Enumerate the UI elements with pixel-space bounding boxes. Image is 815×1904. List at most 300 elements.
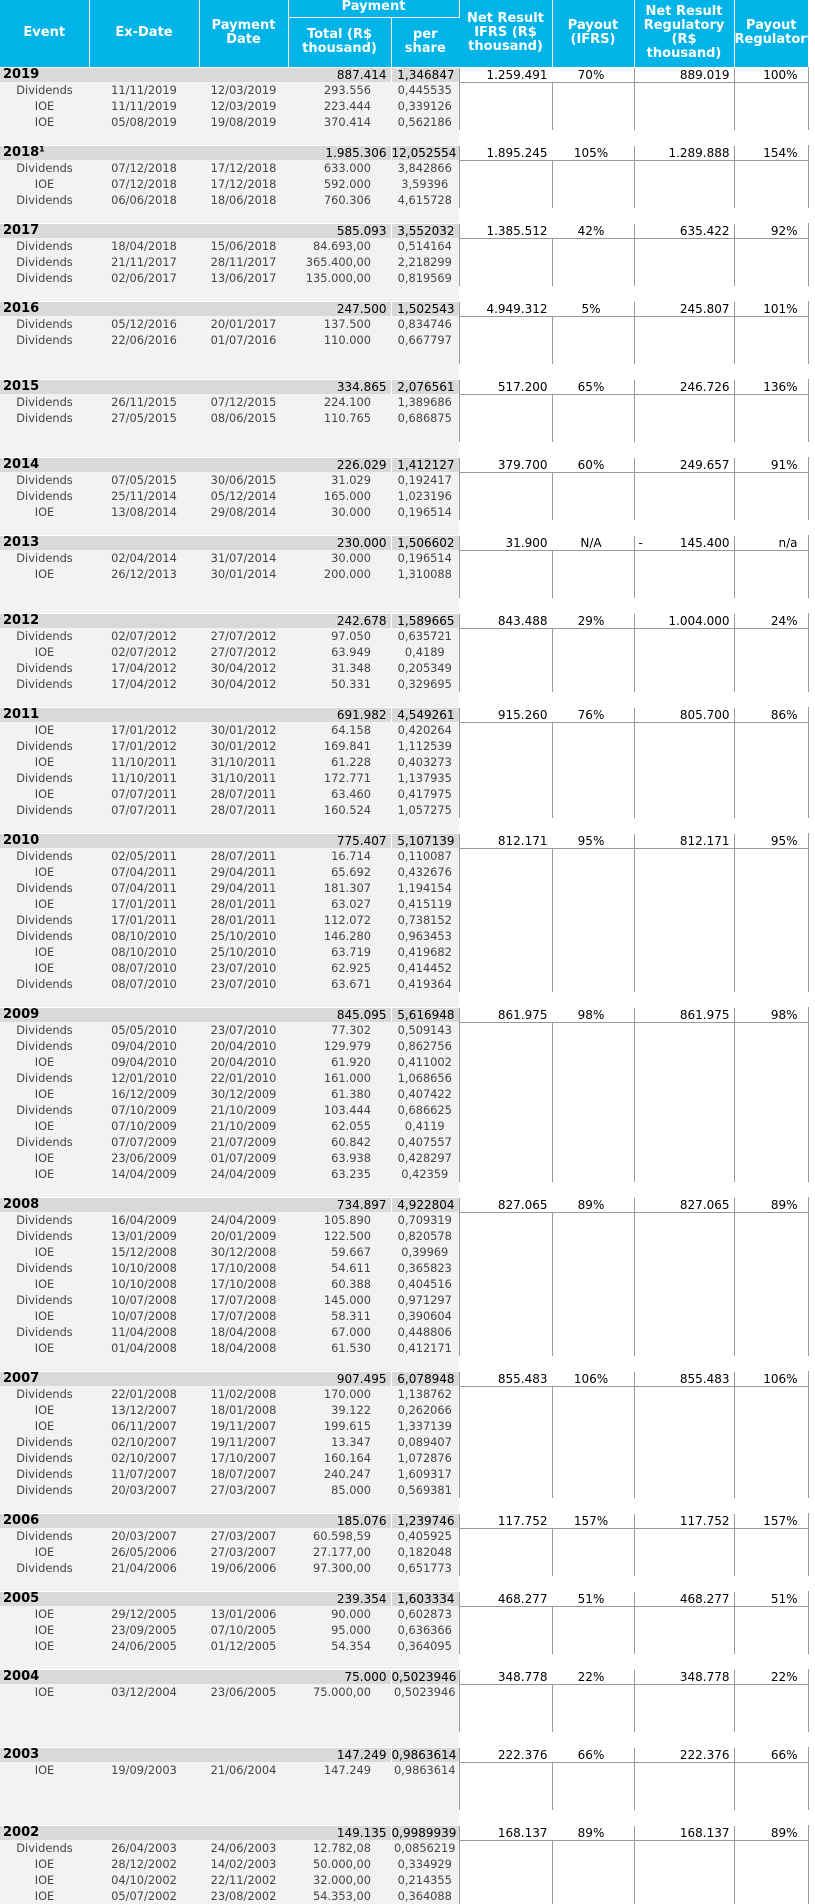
- empty-cell: [199, 1778, 288, 1794]
- empty-cell: [734, 848, 808, 864]
- payment-date: 18/06/2018: [199, 192, 288, 208]
- event-type: IOE: [0, 1638, 89, 1654]
- ex-date: 07/07/2011: [89, 802, 199, 818]
- empty-cell: [552, 1544, 634, 1560]
- empty-cell: [552, 394, 634, 410]
- empty-cell: [634, 1212, 734, 1228]
- empty-cell: [634, 1762, 734, 1778]
- empty-cell: [459, 786, 552, 802]
- event-type: IOE: [0, 114, 89, 130]
- spacer-cell: [459, 1576, 552, 1591]
- net-result-regulatory: [634, 223, 734, 238]
- payment-per-share: 0,686875: [391, 410, 459, 426]
- year-per-share: 1,502543: [391, 301, 459, 316]
- ex-date: 07/04/2011: [89, 880, 199, 896]
- empty-cell: [634, 566, 734, 582]
- event-type: IOE: [0, 1684, 89, 1700]
- payment-date: 30/04/2012: [199, 676, 288, 692]
- empty-cell: [552, 1872, 634, 1888]
- empty-cell: [459, 332, 552, 348]
- empty-cell: [459, 738, 552, 754]
- payment-total: 105.890: [288, 1212, 391, 1228]
- empty-cell: [459, 1086, 552, 1102]
- net-result-ifrs: 861.975: [459, 1007, 552, 1022]
- spacer-cell: [0, 1732, 89, 1747]
- empty-cell: [459, 1228, 552, 1244]
- spacer-cell: [391, 1654, 459, 1669]
- payment-date: 18/04/2008: [199, 1324, 288, 1340]
- payout-ifrs: [552, 535, 634, 550]
- net-result-ifrs: 1.895.245: [459, 145, 552, 160]
- spacer-cell: [0, 598, 89, 613]
- payment-per-share: 0,834746: [391, 316, 459, 332]
- empty-cell: [734, 114, 808, 130]
- spacer-row: [0, 286, 808, 301]
- empty-cell: [552, 1340, 634, 1356]
- payment-per-share: 0,514164: [391, 238, 459, 254]
- payment-row: [0, 976, 808, 992]
- empty-cell: [734, 1118, 808, 1134]
- net-result-ifrs: 4.949.312: [459, 301, 552, 316]
- table-body: [0, 67, 808, 1904]
- empty-cell: [634, 1778, 734, 1794]
- empty-cell: [734, 1166, 808, 1182]
- empty-cell: [459, 1308, 552, 1324]
- empty-cell: [459, 114, 552, 130]
- event-type: Dividends: [0, 316, 89, 332]
- payment-total: 129.979: [288, 1038, 391, 1054]
- payout-ifrs: [552, 1825, 634, 1840]
- ex-date: 03/12/2004: [89, 1684, 199, 1700]
- year-total: 75.000: [288, 1669, 391, 1684]
- payment-total: 60.388: [288, 1276, 391, 1292]
- empty-cell: [459, 254, 552, 270]
- empty-cell: [634, 1528, 734, 1544]
- spacer-cell: [288, 442, 391, 457]
- event-type: Dividends: [0, 1434, 89, 1450]
- empty-cell: [459, 1054, 552, 1070]
- empty-cell: [634, 1228, 734, 1244]
- net-result-regulatory-value: 348.778: [679, 1669, 730, 1684]
- empty-cell: [734, 1292, 808, 1308]
- payment-date: 15/06/2018: [199, 238, 288, 254]
- spacer-cell: [199, 1654, 288, 1669]
- empty-cell: [552, 82, 634, 98]
- year-row: [0, 379, 808, 394]
- empty-cell: [734, 976, 808, 992]
- empty-cell: [552, 1086, 634, 1102]
- year-total: 185.076: [288, 1513, 391, 1528]
- net-result-regulatory-value: 246.726: [679, 379, 730, 394]
- spacer-cell: [0, 286, 89, 301]
- year-per-share: 0,9989939: [391, 1825, 459, 1840]
- payment-row: [0, 770, 808, 786]
- payout-regulatory: 106%: [734, 1371, 808, 1386]
- empty-cell: [634, 1700, 734, 1716]
- spacer-cell: [459, 286, 552, 301]
- payment-per-share: 0,390604: [391, 1308, 459, 1324]
- spacer-cell: [552, 286, 634, 301]
- payment-per-share: 0,636366: [391, 1622, 459, 1638]
- empty-cell: [734, 1054, 808, 1070]
- spacer-cell: [199, 598, 288, 613]
- empty-cell: [552, 114, 634, 130]
- year-row: [0, 67, 808, 82]
- payment-date: 20/01/2017: [199, 316, 288, 332]
- event-type: IOE: [0, 1150, 89, 1166]
- year-per-share: 1,589665: [391, 613, 459, 628]
- year-label: 2014: [0, 457, 288, 472]
- payment-row: [0, 1260, 808, 1276]
- payment-total: 58.311: [288, 1308, 391, 1324]
- spacer-cell: [552, 442, 634, 457]
- spacer-cell: [391, 130, 459, 145]
- empty-cell: [552, 1244, 634, 1260]
- spacer-cell: [391, 1356, 459, 1371]
- spacer-cell: [459, 818, 552, 833]
- payment-per-share: 1,389686: [391, 394, 459, 410]
- spacer-cell: [288, 364, 391, 379]
- ex-date: 11/04/2008: [89, 1324, 199, 1340]
- payment-date: 31/10/2011: [199, 770, 288, 786]
- empty-cell: [634, 628, 734, 644]
- spacer-cell: [459, 364, 552, 379]
- empty-cell: [634, 1276, 734, 1292]
- empty-cell: [634, 504, 734, 520]
- payment-row: [0, 1418, 808, 1434]
- payment-total: 27.177,00: [288, 1544, 391, 1560]
- payment-total: 50.331: [288, 676, 391, 692]
- payment-per-share: 0,214355: [391, 1872, 459, 1888]
- payment-row: [0, 98, 808, 114]
- spacer-cell: [89, 598, 199, 613]
- spacer-cell: [0, 1576, 89, 1591]
- spacer-cell: [634, 992, 734, 1007]
- empty-cell: [634, 1888, 734, 1904]
- payment-per-share: 0,820578: [391, 1228, 459, 1244]
- spacer-cell: [552, 992, 634, 1007]
- payment-total: 760.306: [288, 192, 391, 208]
- payment-total: 200.000: [288, 566, 391, 582]
- empty-cell: [459, 1340, 552, 1356]
- year-per-share: 4,549261: [391, 707, 459, 722]
- payment-per-share: 0,738152: [391, 912, 459, 928]
- empty-cell: [634, 1292, 734, 1308]
- spacer-row: [0, 692, 808, 707]
- payment-row: [0, 1544, 808, 1560]
- empty-cell: [734, 472, 808, 488]
- empty-cell: [634, 786, 734, 802]
- empty-cell: [459, 976, 552, 992]
- year-row: [0, 223, 808, 238]
- empty-cell: [734, 1528, 808, 1544]
- empty-cell: [459, 676, 552, 692]
- year-per-share: 0,5023946: [391, 1669, 459, 1684]
- event-type: IOE: [0, 754, 89, 770]
- empty-cell: [552, 1794, 634, 1810]
- ex-date: 02/06/2017: [89, 270, 199, 286]
- payment-date: 24/06/2003: [199, 1840, 288, 1856]
- empty-cell: [288, 1778, 391, 1794]
- empty-cell: [552, 192, 634, 208]
- payment-row: [0, 114, 808, 130]
- ex-date: 06/11/2007: [89, 1418, 199, 1434]
- payment-row: [0, 1166, 808, 1182]
- event-type: IOE: [0, 644, 89, 660]
- empty-cell: [459, 1840, 552, 1856]
- ex-date: 16/12/2009: [89, 1086, 199, 1102]
- empty-cell: [734, 1340, 808, 1356]
- payment-date: 17/10/2008: [199, 1276, 288, 1292]
- empty-cell: [634, 912, 734, 928]
- empty-cell: [552, 1466, 634, 1482]
- payout-regulatory: 98%: [734, 1007, 808, 1022]
- empty-cell: [89, 1794, 199, 1810]
- empty-cell: [634, 722, 734, 738]
- year-row: [0, 833, 808, 848]
- payment-row: [0, 1684, 808, 1700]
- year-per-share: 5,107139: [391, 833, 459, 848]
- empty-cell: [552, 1606, 634, 1622]
- empty-cell: [634, 1150, 734, 1166]
- empty-cell: [199, 426, 288, 442]
- spacer-cell: [89, 1356, 199, 1371]
- payment-date: 23/07/2010: [199, 960, 288, 976]
- payment-total: 224.100: [288, 394, 391, 410]
- spacer-cell: [89, 818, 199, 833]
- payment-per-share: 0,411002: [391, 1054, 459, 1070]
- payment-date: 19/06/2006: [199, 1560, 288, 1576]
- year-per-share: 3,552032: [391, 223, 459, 238]
- empty-cell: [634, 426, 734, 442]
- payment-row: [0, 1340, 808, 1356]
- payment-per-share: 0,412171: [391, 1340, 459, 1356]
- empty-cell: [459, 1606, 552, 1622]
- spacer-cell: [0, 520, 89, 535]
- spacer-cell: [459, 1654, 552, 1669]
- empty-cell: [734, 1038, 808, 1054]
- spacer-cell: [459, 442, 552, 457]
- empty-cell: [552, 944, 634, 960]
- spacer-cell: [89, 1810, 199, 1825]
- empty-cell: [734, 1716, 808, 1732]
- payout-regulatory: n/a: [734, 535, 808, 550]
- empty-cell: [634, 1638, 734, 1654]
- net-result-regulatory-value: 117.752: [679, 1513, 730, 1528]
- payment-total: 63.671: [288, 976, 391, 992]
- payment-per-share: 0,420264: [391, 722, 459, 738]
- empty-cell: [634, 644, 734, 660]
- spacer-cell: [634, 598, 734, 613]
- spacer-cell: [89, 520, 199, 535]
- payment-row: [0, 1856, 808, 1872]
- spacer-row: [0, 1732, 808, 1747]
- payment-date: 01/07/2009: [199, 1150, 288, 1166]
- ex-date: 09/04/2010: [89, 1054, 199, 1070]
- spacer-cell: [288, 520, 391, 535]
- empty-cell: [459, 1150, 552, 1166]
- empty-cell: [634, 1260, 734, 1276]
- spacer-cell: [634, 364, 734, 379]
- spacer-cell: [0, 130, 89, 145]
- payment-date: 17/12/2018: [199, 176, 288, 192]
- empty-cell: [552, 628, 634, 644]
- event-type: IOE: [0, 1544, 89, 1560]
- empty-cell: [459, 864, 552, 880]
- payment-per-share: 0,709319: [391, 1212, 459, 1228]
- payment-total: 160.164: [288, 1450, 391, 1466]
- payment-per-share: 1,023196: [391, 488, 459, 504]
- spacer-cell: [459, 208, 552, 223]
- empty-cell: [391, 582, 459, 598]
- payment-row: [0, 270, 808, 286]
- empty-cell: [552, 1118, 634, 1134]
- payment-total: 137.500: [288, 316, 391, 332]
- event-type: IOE: [0, 786, 89, 802]
- spacer-cell: [89, 442, 199, 457]
- event-type: Dividends: [0, 1134, 89, 1150]
- payment-per-share: 1,137935: [391, 770, 459, 786]
- ex-date: 04/10/2002: [89, 1872, 199, 1888]
- payment-date: 30/06/2015: [199, 472, 288, 488]
- payment-per-share: 1,068656: [391, 1070, 459, 1086]
- spacer-cell: [459, 1498, 552, 1513]
- payout-ifrs-value: 106%: [573, 1371, 609, 1386]
- payment-date: 31/10/2011: [199, 754, 288, 770]
- empty-cell: [734, 316, 808, 332]
- payment-per-share: 0,819569: [391, 270, 459, 286]
- net-result-regulatory: [634, 379, 734, 394]
- ex-date: 02/10/2007: [89, 1450, 199, 1466]
- payment-per-share: 0,4189: [391, 644, 459, 660]
- payment-per-share: 0,635721: [391, 628, 459, 644]
- ex-date: 13/08/2014: [89, 504, 199, 520]
- net-result-regulatory-value: 1.004.000: [668, 613, 730, 628]
- event-type: Dividends: [0, 192, 89, 208]
- empty-cell: [552, 582, 634, 598]
- payment-per-share: 0,39969: [391, 1244, 459, 1260]
- spacer-cell: [734, 286, 808, 301]
- spacer-cell: [634, 1182, 734, 1197]
- payout-ifrs: [552, 379, 634, 394]
- empty-cell: [552, 660, 634, 676]
- payout-ifrs-value: 76%: [577, 707, 605, 722]
- empty-cell: [734, 1606, 808, 1622]
- empty-cell: [552, 472, 634, 488]
- payment-per-share: 1,072876: [391, 1450, 459, 1466]
- empty-cell: [734, 1872, 808, 1888]
- payment-date: 29/04/2011: [199, 864, 288, 880]
- empty-cell: [734, 488, 808, 504]
- payment-date: 28/07/2011: [199, 848, 288, 864]
- empty-cell: [552, 410, 634, 426]
- empty-cell: [734, 1260, 808, 1276]
- payment-row: [0, 912, 808, 928]
- empty-cell: [459, 1638, 552, 1654]
- payment-date: 23/06/2005: [199, 1684, 288, 1700]
- empty-cell: [459, 1872, 552, 1888]
- payment-per-share: 0,196514: [391, 504, 459, 520]
- spacer-cell: [734, 1810, 808, 1825]
- empty-cell: [459, 1292, 552, 1308]
- net-result-regulatory-value: 145.400: [679, 535, 730, 550]
- spacer-cell: [634, 818, 734, 833]
- empty-cell: [634, 192, 734, 208]
- payout-ifrs-value: 65%: [577, 379, 605, 394]
- empty-cell: [552, 864, 634, 880]
- spacer-cell: [288, 692, 391, 707]
- payment-per-share: 0,667797: [391, 332, 459, 348]
- empty-cell: [634, 896, 734, 912]
- spacer-cell: [734, 1732, 808, 1747]
- empty-cell: [634, 1544, 734, 1560]
- payment-row: [0, 1402, 808, 1418]
- event-type: Dividends: [0, 1022, 89, 1038]
- payment-total: 84.693,00: [288, 238, 391, 254]
- spacer-row: [0, 442, 808, 457]
- payment-row: [0, 1054, 808, 1070]
- payment-total: 54.611: [288, 1260, 391, 1276]
- payout-ifrs: [552, 1197, 634, 1212]
- ex-date: 07/07/2009: [89, 1134, 199, 1150]
- year-label: 2002: [0, 1825, 288, 1840]
- year-total: 691.982: [288, 707, 391, 722]
- empty-cell: [459, 1560, 552, 1576]
- year-total: 239.354: [288, 1591, 391, 1606]
- event-type: Dividends: [0, 738, 89, 754]
- empty-cell: [634, 332, 734, 348]
- empty-cell: [199, 1700, 288, 1716]
- empty-cell: [459, 1434, 552, 1450]
- spacer-cell: [552, 1356, 634, 1371]
- payment-per-share: 0,329695: [391, 676, 459, 692]
- year-total: 887.414: [288, 67, 391, 82]
- empty-cell: [734, 504, 808, 520]
- payment-row: [0, 880, 808, 896]
- payment-total: 170.000: [288, 1386, 391, 1402]
- empty-cell: [552, 1418, 634, 1434]
- net-result-regulatory-value: 812.171: [679, 833, 730, 848]
- ex-date: 21/04/2006: [89, 1560, 199, 1576]
- net-result-ifrs: 915.260: [459, 707, 552, 722]
- year-row: [0, 1591, 808, 1606]
- payment-date: 07/12/2015: [199, 394, 288, 410]
- ex-date: 17/01/2011: [89, 896, 199, 912]
- payment-total: 370.414: [288, 114, 391, 130]
- net-result-regulatory-value: 222.376: [679, 1747, 730, 1762]
- payment-row: [0, 1292, 808, 1308]
- payment-date: 29/04/2011: [199, 880, 288, 896]
- payment-row: [0, 1212, 808, 1228]
- empty-cell: [634, 114, 734, 130]
- event-type: Dividends: [0, 1450, 89, 1466]
- empty-cell: [734, 660, 808, 676]
- payment-row: [0, 786, 808, 802]
- payout-ifrs-value: 89%: [577, 1825, 605, 1840]
- event-type: IOE: [0, 1402, 89, 1418]
- spacer-cell: [552, 818, 634, 833]
- empty-cell: [391, 1700, 459, 1716]
- payment-row: [0, 192, 808, 208]
- event-type: IOE: [0, 944, 89, 960]
- empty-cell: [734, 1244, 808, 1260]
- empty-cell: [552, 1324, 634, 1340]
- spacer-cell: [199, 286, 288, 301]
- spacer-row: [0, 818, 808, 833]
- payment-total: 67.000: [288, 1324, 391, 1340]
- event-type: Dividends: [0, 1840, 89, 1856]
- spacer-cell: [89, 130, 199, 145]
